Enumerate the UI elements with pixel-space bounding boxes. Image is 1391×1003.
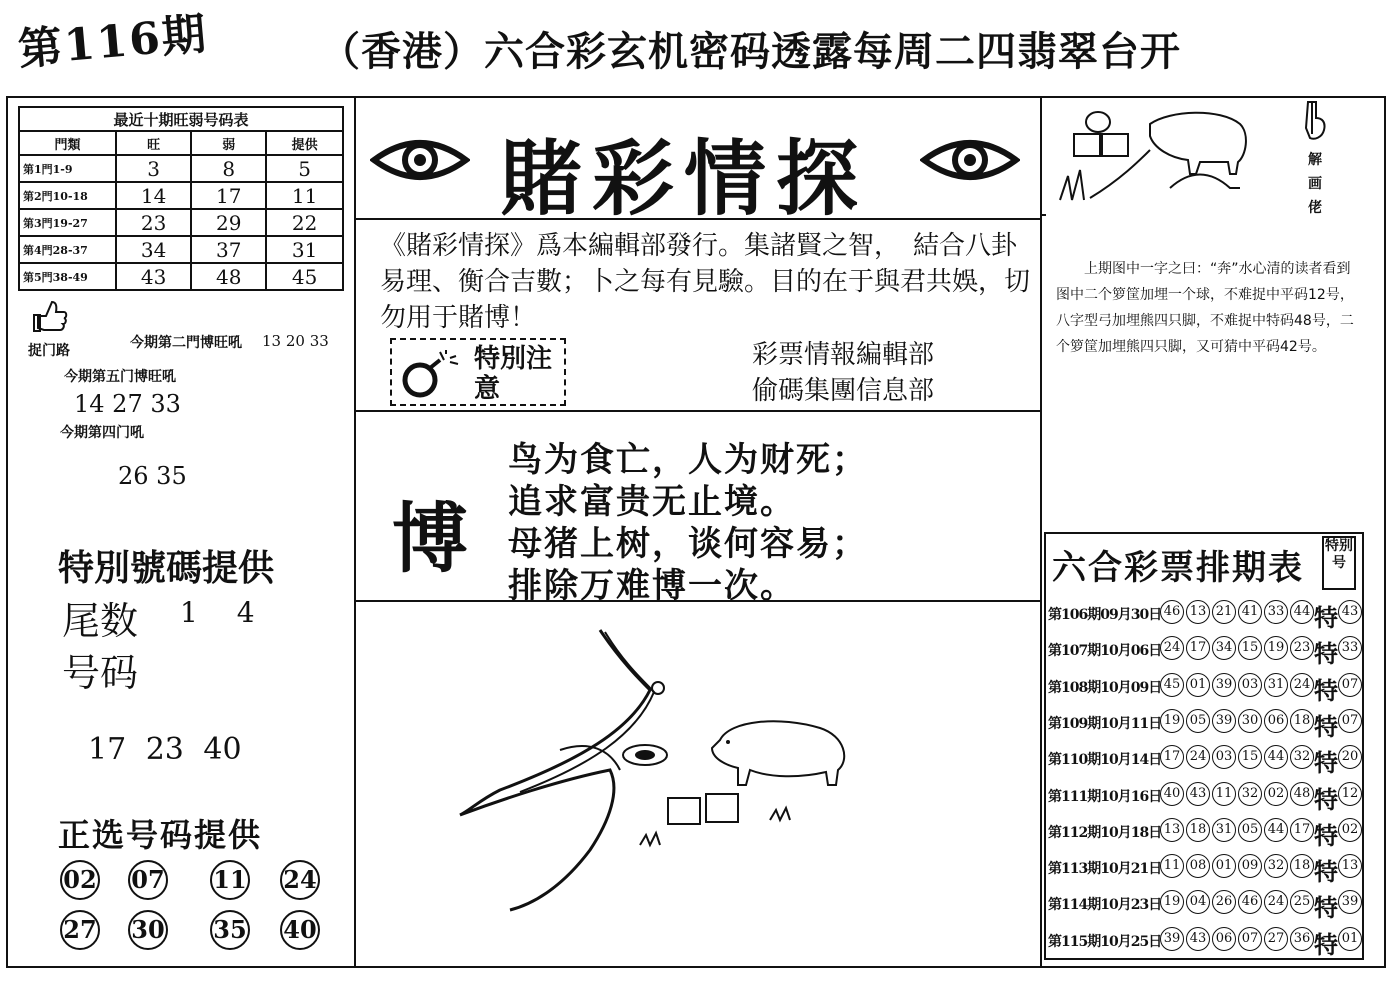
riddle-text: 上期图中一字之曰：“奔”水心清的读者看到图中二个箩筐加埋一个球，不难捉中平码12号，八字型弓加埋熊四只脚，不难捉中特码48号，二个箩筐加埋熊四只脚，又可猜中平码42号。 — [1056, 261, 1354, 355]
schedule-ball: 24 — [1290, 673, 1314, 697]
special-te-label: 特 — [1314, 711, 1338, 741]
thumbs-up-icon — [30, 298, 70, 338]
divider-left — [354, 96, 356, 968]
schedule-ball: 17 — [1186, 636, 1210, 660]
dept-2: 偷碼集團信息部 — [752, 376, 935, 406]
schedule-special-ball: 13 — [1338, 854, 1362, 878]
schedule-ball: 41 — [1238, 600, 1262, 624]
divider-intro — [354, 410, 1042, 412]
verse-line: 母猪上树，谈何容易； — [508, 524, 868, 564]
schedule-ball: 17 — [1160, 745, 1184, 769]
special-te-label: 特 — [1314, 603, 1338, 632]
table-row: 第5門38-49 43 48 45 — [19, 263, 343, 290]
selection-ball: 27 — [60, 910, 100, 950]
schedule-ball: 46 — [1160, 600, 1184, 624]
notice-text: 特別注意 — [474, 344, 553, 404]
special-te-label: 特 — [1314, 929, 1338, 959]
schedule-ball: 43 — [1186, 782, 1210, 806]
schedule-row — [1046, 705, 1364, 741]
col-wang: 旺 — [116, 131, 191, 155]
selection-ball: 35 — [210, 910, 250, 950]
stats-table — [18, 106, 344, 291]
schedule-ball: 19 — [1264, 636, 1288, 660]
divider-riddle — [1042, 214, 1046, 216]
schedule-special-ball: 07 — [1338, 709, 1362, 733]
schedule-ball: 44 — [1290, 600, 1314, 624]
basket-icon — [668, 798, 700, 824]
schedule-row-label: 第110期10月14日 — [1048, 752, 1162, 769]
selection-ball: 02 — [60, 860, 100, 900]
schedule-row — [1046, 669, 1364, 705]
eye-icon — [920, 132, 1020, 188]
selection-ball: 24 — [280, 860, 320, 900]
schedule-ball: 04 — [1186, 890, 1210, 914]
schedule-row-label: 第106期09月30日 — [1048, 607, 1162, 623]
col-tigong: 提供 — [266, 131, 343, 155]
pointing-hand-icon — [1302, 98, 1328, 142]
schedule-row-label: 第112期10月18日 — [1048, 824, 1162, 841]
special-title: 特別號碼提供 — [58, 548, 275, 589]
table-row: 第2門10-18 14 17 11 — [19, 182, 343, 209]
schedule-ball: 11 — [1160, 854, 1184, 878]
schedule-row — [1046, 741, 1364, 777]
schedule-row-label: 第107期10月06日 — [1048, 643, 1162, 660]
sun-icon — [652, 682, 664, 694]
schedule-ball: 24 — [1264, 890, 1288, 914]
schedule-ball: 07 — [1238, 927, 1262, 951]
schedule-row-label: 第108期10月09日 — [1048, 679, 1162, 696]
schedule-ball: 13 — [1160, 818, 1184, 842]
schedule-row-label: 第109期10月11日 — [1048, 715, 1162, 732]
selection-ball: 07 — [128, 860, 168, 900]
schedule-ball: 23 — [1290, 636, 1314, 660]
table-row: 第3門19-27 23 29 22 — [19, 209, 343, 236]
schedule-ball: 03 — [1238, 673, 1262, 697]
num-label: 号码 — [62, 651, 139, 695]
basket-icon — [1074, 134, 1100, 156]
schedule-ball: 01 — [1186, 673, 1210, 697]
schedule-row — [1046, 778, 1364, 814]
schedule-ball: 18 — [1186, 818, 1210, 842]
schedule-row — [1046, 886, 1364, 922]
schedule-ball: 32 — [1238, 782, 1262, 806]
schedule-special-ball: 12 — [1338, 782, 1362, 806]
table-row: 第1門1-9 3 8 5 — [19, 155, 343, 182]
schedule-ball: 24 — [1186, 745, 1210, 769]
door2-nums: 13 20 33 — [262, 332, 329, 350]
schedule-ball: 21 — [1212, 600, 1236, 624]
schedule-ball: 33 — [1264, 600, 1288, 624]
schedule-header — [1046, 534, 1362, 592]
schedule-ball: 39 — [1212, 709, 1236, 733]
schedule-ball: 32 — [1290, 745, 1314, 769]
schedule-row-label: 第113期10月21日 — [1048, 861, 1162, 878]
notice-box — [390, 338, 566, 406]
schedule-special-ball: 02 — [1338, 818, 1362, 842]
special-te-label: 特 — [1314, 820, 1338, 850]
schedule-ball: 48 — [1290, 782, 1314, 806]
schedule-row-label: 第114期10月23日 — [1048, 897, 1162, 914]
door4-label: 今期第四门吼 — [60, 425, 144, 441]
verse-line: 排除万难博一次。 — [508, 566, 796, 606]
schedule-ball: 32 — [1264, 854, 1288, 878]
basket-icon — [706, 794, 738, 822]
schedule-ball: 31 — [1212, 818, 1236, 842]
verse-line: 追求富贵无止境。 — [508, 482, 796, 522]
schedule-special-ball: 33 — [1338, 636, 1362, 660]
bow-icon — [1090, 150, 1150, 198]
door2-label: 今期第二門博旺吼 — [130, 335, 242, 351]
col-door: 門類 — [19, 131, 116, 155]
schedule-special-ball: 07 — [1338, 673, 1362, 697]
schedule-ball: 18 — [1290, 854, 1314, 878]
schedule-title: 六合彩票排期表 — [1052, 548, 1304, 588]
schedule-ball: 31 — [1264, 673, 1288, 697]
schedule-ball: 18 — [1290, 709, 1314, 733]
schedule-ball: 02 — [1264, 782, 1288, 806]
schedule-special-ball: 39 — [1338, 890, 1362, 914]
riddle-illustration — [440, 620, 870, 920]
schedule-ball: 17 — [1290, 818, 1314, 842]
special-nums: 17 23 40 — [88, 732, 242, 767]
schedule-ball: 36 — [1290, 927, 1314, 951]
tree-branch — [460, 630, 650, 910]
page-title: （香港）六合彩玄机密码透露每周二四翡翠台开 — [320, 28, 1181, 75]
schedule-ball: 46 — [1238, 890, 1262, 914]
schedule-ball: 15 — [1238, 745, 1262, 769]
col-ruo: 弱 — [191, 131, 266, 155]
stats-caption: 最近十期旺弱号码表 — [19, 107, 343, 131]
selection-ball: 30 — [128, 910, 168, 950]
schedule-ball: 15 — [1238, 636, 1262, 660]
table-row: 第4門28-37 34 37 31 — [19, 236, 343, 263]
schedule-ball: 44 — [1264, 745, 1288, 769]
schedule-ball: 39 — [1212, 673, 1236, 697]
road-label: 捉门路 — [28, 343, 70, 359]
schedule-ball: 11 — [1212, 782, 1236, 806]
tail-label: 尾数 — [62, 599, 139, 643]
schedule-ball: 25 — [1290, 890, 1314, 914]
schedule-ball: 45 — [1160, 673, 1184, 697]
schedule-ball: 06 — [1264, 709, 1288, 733]
riddle-label: 解画佬 — [1308, 152, 1322, 216]
divider-right — [1040, 96, 1042, 968]
schedule-ball: 24 — [1160, 636, 1184, 660]
schedule-ball: 26 — [1212, 890, 1236, 914]
schedule-ball: 43 — [1186, 927, 1210, 951]
schedule-ball: 03 — [1212, 745, 1236, 769]
tail-nums: 1 4 — [180, 596, 255, 629]
schedule-ball: 27 — [1264, 927, 1288, 951]
schedule-ball: 30 — [1238, 709, 1262, 733]
schedule-row — [1046, 632, 1364, 668]
schedule-ball: 05 — [1186, 709, 1210, 733]
brand-intro: 《賭彩情探》爲本編輯部發行。集諸賢之智， 結合八卦易理、衡合吉數；卜之每有見驗。目的在于與君共娛，切勿用于賭博！ — [380, 231, 1031, 333]
schedule-row — [1046, 596, 1364, 632]
eye-icon — [370, 132, 470, 188]
schedule-ball: 08 — [1186, 854, 1210, 878]
bear-icon — [1150, 113, 1246, 174]
schedule-ball: 19 — [1160, 709, 1184, 733]
special-te-label: 特 — [1314, 748, 1338, 778]
schedule-special-ball: 01 — [1338, 927, 1362, 951]
schedule-ball: 19 — [1160, 890, 1184, 914]
selection-title: 正选号码提供 — [58, 816, 263, 854]
schedule-special-ball: 43 — [1338, 600, 1362, 624]
schedule-row — [1046, 923, 1364, 959]
issue-number: 第116期 — [16, 8, 210, 76]
riddle-picture — [1050, 100, 1280, 210]
schedule-special-ball: 20 — [1338, 745, 1362, 769]
dept-1: 彩票情報編輯部 — [752, 340, 935, 370]
schedule-ball: 13 — [1186, 600, 1210, 624]
schedule-ball: 39 — [1160, 927, 1184, 951]
brand-banner — [360, 110, 1036, 227]
pig-icon — [712, 721, 844, 785]
special-te-label: 特 — [1314, 784, 1338, 814]
schedule-row — [1046, 850, 1364, 886]
schedule-special-label: 特别号 — [1322, 536, 1356, 590]
door5-nums: 14 27 33 — [74, 390, 181, 418]
schedule-ball: 05 — [1238, 818, 1262, 842]
schedule-row-label: 第111期10月16日 — [1048, 788, 1162, 805]
schedule-ball: 06 — [1212, 927, 1236, 951]
schedule-row — [1046, 814, 1364, 850]
verse-char: 博 — [392, 494, 468, 583]
brand-title: 賭彩情探 — [500, 131, 869, 227]
special-te-label: 特 — [1314, 639, 1338, 669]
selection-ball: 40 — [280, 910, 320, 950]
special-te-label: 特 — [1314, 857, 1338, 887]
schedule-ball: 01 — [1212, 854, 1236, 878]
door4-nums: 26 35 — [118, 462, 187, 490]
basket-icon — [1102, 134, 1128, 156]
schedule-row-label: 第115期10月25日 — [1048, 933, 1162, 950]
special-te-label: 特 — [1314, 675, 1338, 705]
special-te-label: 特 — [1314, 893, 1338, 923]
door5-label: 今期第五门博旺吼 — [64, 369, 176, 385]
selection-ball: 11 — [210, 860, 250, 900]
bomb-icon — [400, 350, 464, 400]
schedule-ball: 34 — [1212, 636, 1236, 660]
schedule-ball: 09 — [1238, 854, 1262, 878]
verse-line: 鸟为食亡，人为财死； — [508, 440, 868, 480]
schedule-ball: 44 — [1264, 818, 1288, 842]
schedule-ball: 40 — [1160, 782, 1184, 806]
